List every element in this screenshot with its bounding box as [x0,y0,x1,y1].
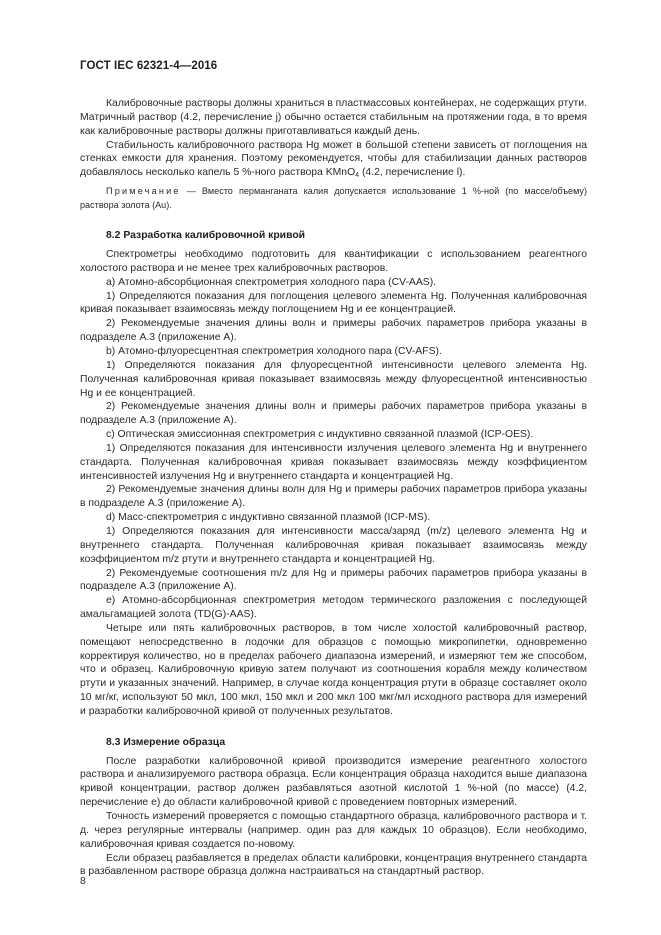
s82-paragraph: 2) Рекомендуемые значения длины волн для Hg и примеры рабочих параметров прибора указаны в подразделе A.3 (приложение A). [80,484,587,510]
s82-paragraph: e) Атомно-абсорбционная спектрометрия методом термического разложения с последующей амальгамацией золота (TD(G)-AAS). [80,595,587,621]
intro-paragraph-1: Калибровочные растворы должны храниться в пластмассовых контейнерах, не содержащих ртути. Матричный раствор (4.2, перечисление j) обычно остается стабильным на протяжении года, в то время как калибровочные растворы должны приготавливаться каждый день. [80,98,587,137]
note-label: Примечание [106,186,181,197]
note-text: — Вместо перманганата калия допускается использование 1 %-ной (по массе/объему) раствора золота (Au). [80,186,587,210]
s82-paragraph: b) Атомно-флуоресцентная спектрометрия холодного пара (CV-AFS). [106,346,442,357]
section-8-3-heading: 8.3 Измерение образца [106,736,226,748]
document-header: ГОСТ IEC 62321-4—2016 [80,60,218,72]
note [80,185,587,212]
s82-paragraph: 2) Рекомендуемые соотношения m/z для Hg и примеры рабочих параметров прибора указаны в подразделе A.3 (приложение A). [80,567,587,593]
s83-paragraph: Точность измерений проверяется с помощью стандартного образца, калибровочного раствора и т. д. через регулярные интервалы (например. один раз для каждых 10 образцов). Если необходимо, калибровочная кривая создается по-новому. [80,811,587,850]
s82-paragraph: 2) Рекомендуемые значения длины волн и примеры рабочих параметров прибора указаны в подразделе A.3 (приложение A). [80,318,587,344]
s82-paragraph: 1) Определяются показания для флуоресцентной интенсивности целевого элемента Hg. Полученная калибровочная кривая показывает взаимосвязь между флуоресцентной интенсивностью Hg и ее концентрацией. [80,359,587,399]
s82-paragraph: 1) Определяются показания для интенсивности излучения целевого элемента Hg и внутреннего стандарта. Полученная калибровочная кривая показывает взаимосвязь между коэффициентом интенсивностей излучения Hg и внутреннего стандарта и концентрацией Hg. [80,442,587,482]
intro-paragraph-2-tail: (4.2, перечисление l). [359,167,466,179]
s82-paragraph: Четыре или пять калибровочных растворов, в том числе холостой калибровочный раствор, помещают непосредственно в лодочки для образцов с помощью микропипетки, одновременно корректируя количество, но в пределах рабочего диапазона измерений, и измеряют тем же способом, что и образец. Калибровочную кривую затем получают из соотношения корабля между количеством ртути и указанных значений. Например, в случае когда концентрация ртути в образце составляет около 10 мг/кг, используют 50 мкл, 100 мкл, 150 мкл и 200 мкл 100 мкг/мл исходного раствора для измерений и разработки калибровочной кривой от полученных результатов. [80,622,587,717]
s83-paragraph: После разработки калибровочной кривой производится измерение реагентного холостого раствора и анализируемого раствора образца. Если концентрация образца находится выше диапазона кривой концентрации, раствор должен разбавляться азотной кислотой 1 %-ной (по массе) (4.2, перечисление e) до области калибровочной кривой с проведением повторных измерений. [80,755,587,809]
s82-paragraph: c) Оптическая эмиссионная спектрометрия с индуктивно связанной плазмой (ICP-OES). [106,429,534,441]
document-body [80,97,587,879]
s83-paragraph: Если образец разбавляется в пределах области калибровки, концентрация внутреннего стандарта в разбавленном растворе образца должна настраиваться на стандартный раствор. [80,852,587,878]
s82-paragraph: a) Атомно-абсорбционная спектрометрия холодного пара (CV-AAS). [106,276,437,288]
s82-paragraph: 1) Определяются показания для интенсивности масса/заряд (m/z) целевого элемента Hg и внутреннего стандарта. Полученная калибровочная кривая показывает взаимосвязь между коэффициентом m/z ртути и внутреннего стандарта и концентрацией Hg. [80,525,587,565]
page-number: 8 [80,876,86,887]
section-8-2-heading: 8.2 Разработка калибровочной кривой [106,230,306,242]
s82-paragraph: Спектрометры необходимо подготовить для квантификации с использованием реагентного холостого раствора и не менее трех калибровочных растворов. [80,249,587,274]
s82-paragraph: 1) Определяются показания для поглощения целевого элемента Hg. Полученная калибровочная кривая показывает взаимосвязь между поглощением Hg и ее концентрацией. [80,290,587,316]
s82-paragraph: 2) Рекомендуемые значения длины волн и примеры рабочих параметров прибора указаны в подразделе A.3 (приложение A). [80,401,587,427]
kmno4-subscript: 4 [355,172,360,180]
intro-paragraph-2 [80,139,587,181]
s82-paragraph: d) Масс-спектрометрия с индуктивно связанной плазмой (ICP-MS). [106,512,431,524]
intro-paragraph-2-text: Стабильность калибровочного раствора Hg может в большой степени зависеть от поглощения на стенках емкости для хранения. Поэтому рекомендуется, чтобы для стабилизации данных растворов добавлялось несколько капель 5 %-ного раствора KMnO [80,139,587,179]
